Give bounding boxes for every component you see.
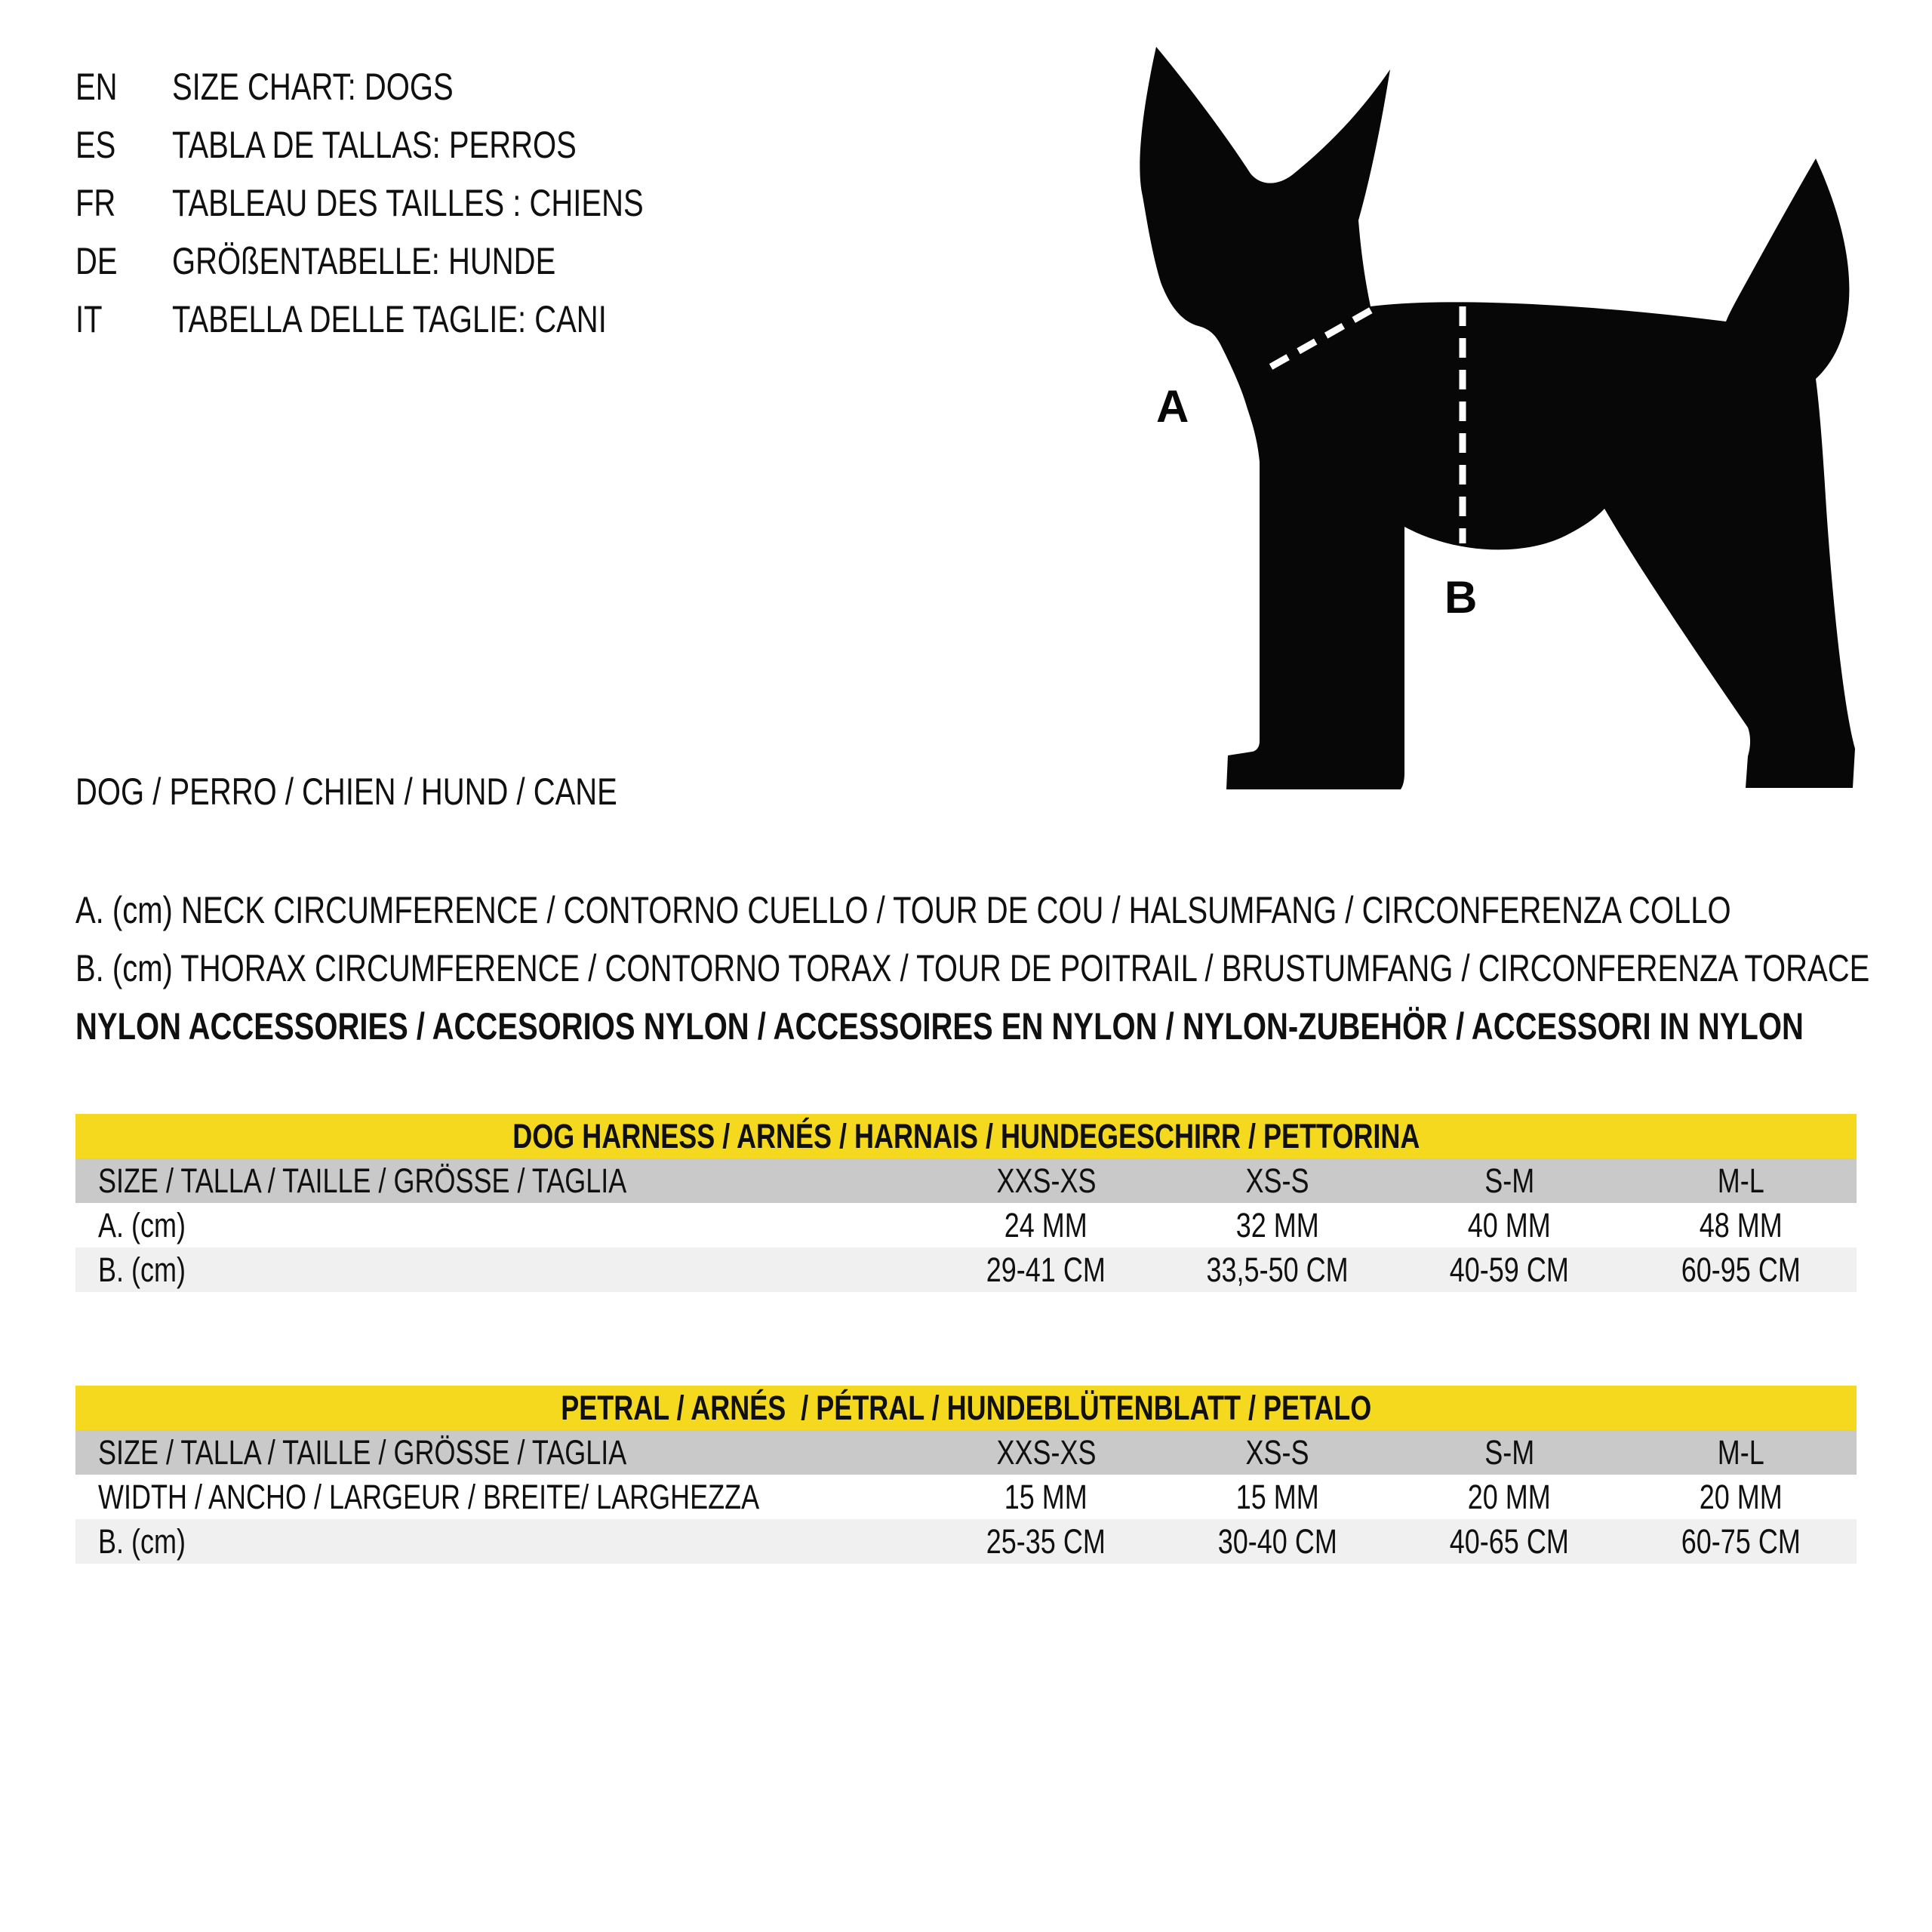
measure-a-text: A. (cm) NECK CIRCUMFERENCE / CONTORNO CUELLO / TOUR DE COU / HALSUMFANG / CIRCONFERENZA COLLO <box>75 889 1731 931</box>
title-block <box>75 57 761 348</box>
title-row-es <box>75 115 761 174</box>
title-text-it: TABELLA DELLE TAGLIE: CANI <box>172 297 607 340</box>
language-code-de: DE <box>75 239 118 282</box>
harness-row-a-label <box>75 1203 931 1247</box>
harness-a-xs-s <box>1162 1203 1394 1247</box>
harness-a-xxs-xs <box>931 1203 1162 1247</box>
petral-col-xxs-xs <box>931 1430 1162 1475</box>
cell-text: 33,5-50 CM <box>1206 1250 1349 1289</box>
petral-col-xs-s <box>1162 1430 1394 1475</box>
cell-text: 40-65 CM <box>1449 1521 1569 1561</box>
petral-table-title <box>75 1386 1857 1430</box>
petral-col-s-m <box>1393 1430 1625 1475</box>
harness-col-xs-s <box>1162 1158 1394 1203</box>
cell-text: 25-35 CM <box>986 1521 1106 1561</box>
harness-a-m-l <box>1625 1203 1857 1247</box>
petral-b-s-m <box>1393 1519 1625 1564</box>
petral-size-row-label <box>75 1430 931 1475</box>
harness-row-b <box>75 1247 1857 1292</box>
measure-point-label-a: A <box>1156 381 1189 432</box>
harness-col-s-m <box>1393 1158 1625 1203</box>
measure-point-label-b: B <box>1444 572 1478 623</box>
measure-b-description <box>75 940 1932 998</box>
cell-text: 20 MM <box>1699 1477 1783 1516</box>
petral-size-table <box>75 1386 1857 1564</box>
harness-table-title-text: DOG HARNESS / ARNÉS / HARNAIS / HUNDEGESCHIRR / PETTORINA <box>512 1116 1420 1155</box>
cell-text: S-M <box>1484 1161 1534 1200</box>
animal-caption <box>75 763 752 821</box>
cell-text: 32 MM <box>1235 1205 1319 1244</box>
petral-b-xs-s <box>1162 1519 1394 1564</box>
petral-width-s-m <box>1393 1475 1625 1519</box>
cell-text: 60-75 CM <box>1681 1521 1801 1561</box>
title-text-fr: TABLEAU DES TAILLES : CHIENS <box>172 181 644 224</box>
petral-row-width <box>75 1475 1857 1519</box>
harness-b-xxs-xs <box>931 1247 1162 1292</box>
cell-text: 29-41 CM <box>986 1250 1106 1289</box>
petral-b-xxs-xs <box>931 1519 1162 1564</box>
language-code-fr: FR <box>75 181 116 224</box>
cell-text: XXS-XS <box>996 1432 1097 1472</box>
harness-table-title <box>75 1114 1857 1158</box>
cell-text: A. (cm) <box>98 1205 186 1244</box>
petral-width-xxs-xs <box>931 1475 1162 1519</box>
title-row-fr <box>75 174 761 232</box>
petral-size-header-row <box>75 1430 1857 1475</box>
material-note-text: NYLON ACCESSORIES / ACCESORIOS NYLON / ACCESSOIRES EN NYLON / NYLON-ZUBEHÖR / ACCESSORI IN NYLON <box>75 1005 1804 1048</box>
cell-text: 60-95 CM <box>1681 1250 1801 1289</box>
petral-col-m-l <box>1625 1430 1857 1475</box>
cell-text: SIZE / TALLA / TAILLE / GRÖSSE / TAGLIA <box>98 1161 627 1200</box>
harness-size-row-label <box>75 1158 931 1203</box>
harness-col-m-l <box>1625 1158 1857 1203</box>
harness-b-m-l <box>1625 1247 1857 1292</box>
cell-text: 30-40 CM <box>1217 1521 1338 1561</box>
cell-text: 40-59 CM <box>1449 1250 1569 1289</box>
harness-b-s-m <box>1393 1247 1625 1292</box>
petral-b-m-l <box>1625 1519 1857 1564</box>
cell-text: 24 MM <box>1004 1205 1088 1244</box>
harness-row-b-label <box>75 1247 931 1292</box>
cell-text: M-L <box>1717 1161 1764 1200</box>
cell-text: 15 MM <box>1004 1477 1088 1516</box>
harness-row-a <box>75 1203 1857 1247</box>
harness-a-s-m <box>1393 1203 1625 1247</box>
title-row-en <box>75 57 761 115</box>
cell-text: SIZE / TALLA / TAILLE / GRÖSSE / TAGLIA <box>98 1432 627 1472</box>
petral-table-title-text: PETRAL / ARNÉS / PÉTRAL / HUNDEBLÜTENBLATT / PETALO <box>560 1388 1372 1427</box>
title-text-de: GRÖßENTABELLE: HUNDE <box>172 239 556 282</box>
cell-text: XS-S <box>1245 1432 1309 1472</box>
cell-text: WIDTH / ANCHO / LARGEUR / BREITE/ LARGHEZZA <box>98 1477 760 1516</box>
harness-col-xxs-xs <box>931 1158 1162 1203</box>
language-code-en: EN <box>75 65 118 108</box>
title-text-es: TABLA DE TALLAS: PERROS <box>172 123 577 166</box>
measure-b-text: B. (cm) THORAX CIRCUMFERENCE / CONTORNO TORAX / TOUR DE POITRAIL / BRUSTUMFANG / CIRCONFERENZA TORACE <box>75 947 1870 989</box>
chihuahua-silhouette <box>1140 47 1855 789</box>
dog-measurement-diagram <box>1109 26 1864 826</box>
title-text-en: SIZE CHART: DOGS <box>172 65 454 108</box>
cell-text: B. (cm) <box>98 1250 186 1289</box>
material-note <box>75 998 1932 1056</box>
petral-row-b-label <box>75 1519 931 1564</box>
language-code-es: ES <box>75 123 116 166</box>
cell-text: S-M <box>1484 1432 1534 1472</box>
harness-b-xs-s <box>1162 1247 1394 1292</box>
harness-size-table <box>75 1114 1857 1292</box>
cell-text: XS-S <box>1245 1161 1309 1200</box>
measure-a-description <box>75 881 1932 940</box>
cell-text: M-L <box>1717 1432 1764 1472</box>
petral-width-xs-s <box>1162 1475 1394 1519</box>
title-row-it <box>75 290 761 348</box>
cell-text: 20 MM <box>1467 1477 1551 1516</box>
language-code-it: IT <box>75 297 103 340</box>
cell-text: 48 MM <box>1699 1205 1783 1244</box>
cell-text: XXS-XS <box>996 1161 1097 1200</box>
petral-row-width-label <box>75 1475 931 1519</box>
cell-text: 15 MM <box>1235 1477 1319 1516</box>
cell-text: 40 MM <box>1467 1205 1551 1244</box>
animal-caption-text: DOG / PERRO / CHIEN / HUND / CANE <box>75 771 617 813</box>
petral-row-b <box>75 1519 1857 1564</box>
harness-size-header-row <box>75 1158 1857 1203</box>
petral-width-m-l <box>1625 1475 1857 1519</box>
title-row-de <box>75 232 761 290</box>
cell-text: B. (cm) <box>98 1521 186 1561</box>
